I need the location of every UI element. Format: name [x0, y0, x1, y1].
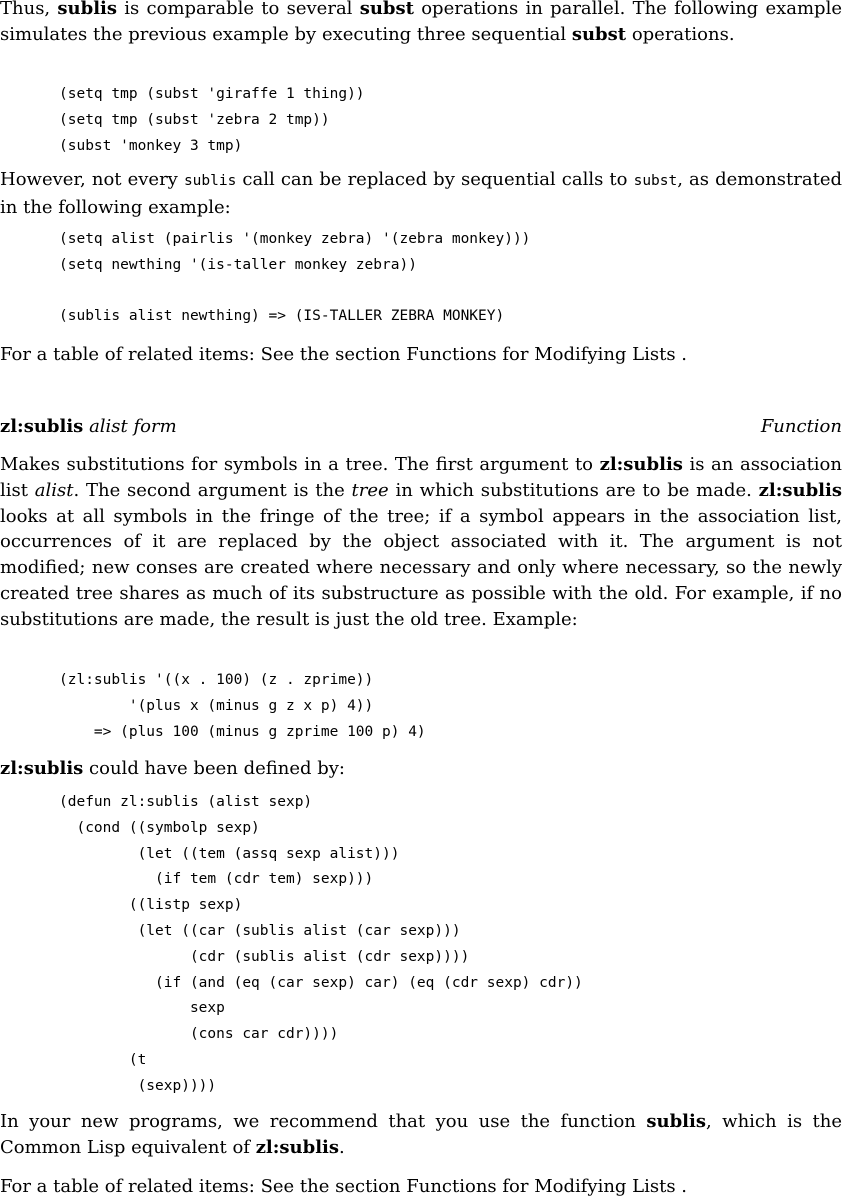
- code-line: (setq newthing '(is-taller monkey zebra)): [59, 256, 417, 273]
- paragraph-sublis-parallel: [0, 0, 842, 48]
- text: operations in parallel. The following example simulates the previous example by executing three sequential: [0, 0, 842, 45]
- code-line: (sublis alist newthing) => (IS-TALLER ZEBRA MONKEY): [59, 308, 505, 325]
- code-sublis: sublis: [183, 173, 237, 189]
- code-line: (subst 'monkey 3 tmp): [59, 137, 243, 154]
- code-block-defun: [0, 790, 583, 1100]
- code-line: (let ((car (sublis alist (car sexp))): [59, 922, 461, 939]
- text: in which substitutions are to be made.: [388, 479, 759, 501]
- code-line: '(plus x (minus g z x p) 4)): [59, 697, 374, 714]
- term-zl-sublis: zl:sublis: [0, 758, 84, 779]
- code-line: (let ((tem (assq sexp alist))): [59, 845, 400, 862]
- text: operations.: [626, 23, 735, 45]
- code-line: sexp: [59, 1000, 225, 1017]
- paragraph-however: [0, 167, 842, 221]
- text: Makes substitutions for symbols in a tree. The first argument to: [0, 454, 600, 475]
- term-sublis: sublis: [646, 1111, 706, 1132]
- code-block-example: [0, 668, 426, 745]
- paragraph-description: [0, 452, 842, 633]
- code-line: (defun zl:sublis (alist sexp): [59, 794, 313, 810]
- text: call can be replaced by sequential calls to: [236, 169, 634, 190]
- term-sublis: sublis: [57, 0, 118, 19]
- function-args: alist form: [89, 416, 177, 437]
- term-tree: tree: [351, 479, 389, 501]
- text: could have been defined by:: [83, 758, 345, 779]
- term-subst: subst: [359, 0, 414, 19]
- code-line: (zl:sublis '((x . 100) (z . zprime)): [59, 672, 374, 688]
- text: Thus,: [0, 0, 58, 19]
- text: However, not every: [0, 169, 184, 190]
- term-zl-sublis: zl:sublis: [599, 454, 683, 475]
- code-line: (setq tmp (subst 'zebra 2 tmp)): [59, 111, 330, 128]
- code-line: (cons car cdr)))): [59, 1026, 339, 1043]
- text: In your new programs, we recommend that you use the function: [0, 1111, 647, 1132]
- text: . The second argument is the: [73, 479, 352, 501]
- code-subst: subst: [633, 173, 678, 189]
- paragraph-defined-by: [0, 756, 842, 782]
- term-zl-sublis: zl:sublis: [758, 479, 842, 501]
- code-line: (sexp)))): [59, 1077, 217, 1094]
- code-block-subst: [0, 82, 365, 159]
- related-items-link[interactable]: For a table of related items: See the section Functions for Modifying Lists .: [0, 344, 688, 365]
- code-line: => (plus 100 (minus g zprime 100 p) 4): [59, 723, 426, 740]
- code-line: (if tem (cdr tem) sexp))): [59, 871, 374, 888]
- text: is an association list: [0, 454, 842, 501]
- term-alist: alist: [34, 479, 74, 501]
- code-line: (cond ((symbolp sexp): [59, 819, 260, 836]
- paragraph-recommend: [0, 1109, 842, 1161]
- related-items-link[interactable]: For a table of related items: See the section Functions for Modifying Lists .: [0, 1176, 688, 1197]
- code-block-pairlis: [0, 227, 530, 330]
- code-line: (setq alist (pairlis '(monkey zebra) '(zebra monkey))): [59, 231, 531, 247]
- code-line: (setq tmp (subst 'giraffe 1 thing)): [59, 86, 365, 102]
- code-line: (if (and (eq (car sexp) car) (eq (cdr sexp) cdr)): [59, 974, 583, 991]
- code-line: [59, 279, 530, 305]
- code-line: ((listp sexp): [59, 897, 243, 914]
- code-line: (cdr (sublis alist (cdr sexp)))): [59, 948, 470, 965]
- text: .: [339, 1136, 345, 1158]
- text: is comparable to several: [117, 0, 360, 19]
- text: , as demonstrated in the following example:: [0, 169, 842, 218]
- definition-kind: Function: [760, 416, 842, 437]
- term-zl-sublis: zl:sublis: [255, 1136, 340, 1158]
- text: looks at all symbols in the fringe of the tree; if a symbol appears in the association list, occurrences of it are replaced by the object associated with it. The argument is not modified; new conses are created where necessary and only where necessary, so the newly created tree shares as much of its substructure as possible with the old. For example, if no substitutions are made, the result is just the old tree. Example:: [0, 505, 842, 630]
- definition-header: [0, 414, 842, 440]
- definition-signature: [0, 414, 177, 440]
- text: , which is the Common Lisp equivalent of: [0, 1111, 842, 1158]
- function-name: zl:sublis: [0, 416, 84, 437]
- term-subst: subst: [571, 23, 627, 45]
- code-line: (t: [59, 1051, 147, 1068]
